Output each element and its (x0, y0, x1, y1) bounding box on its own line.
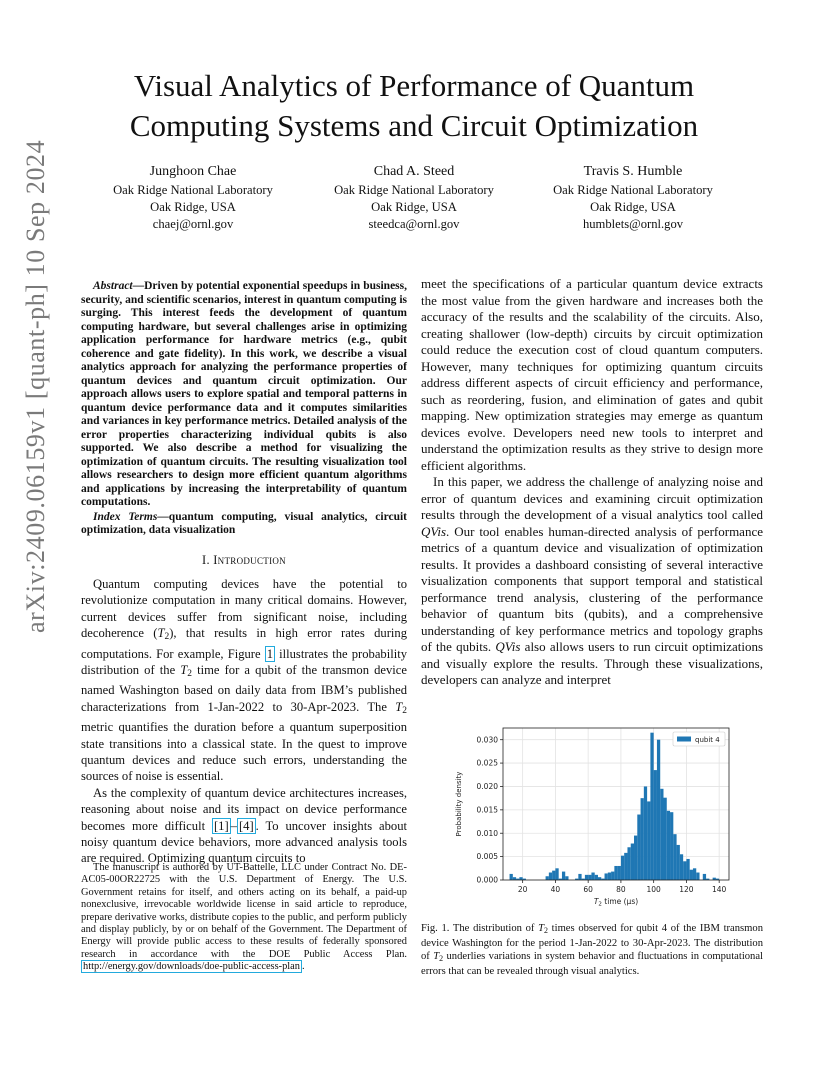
text-run: – (230, 818, 237, 833)
section-heading (81, 552, 407, 568)
text-run: metric quantifies the duration before a quantum superposition state transitions into a classical state. In the quest to improve quantum devices and reduce such errors, understanding the sources of noise is essential. (81, 720, 407, 784)
histogram-bar (608, 873, 611, 880)
math-symbol: T (395, 699, 403, 714)
histogram-bar (578, 874, 581, 880)
author-affiliation: Oak Ridge National Laboratory (553, 183, 713, 197)
right-paragraph-2 (421, 474, 763, 689)
math-symbol: T (538, 923, 545, 934)
author-affiliation: Oak Ridge National Laboratory (113, 183, 273, 197)
tool-name: QVis (421, 523, 447, 539)
math-symbol: T (157, 626, 165, 641)
legend-label: qubit 4 (695, 736, 720, 744)
math-subscript: 2 (439, 954, 444, 963)
histogram-bar (677, 845, 680, 880)
histogram-bar (552, 871, 555, 880)
histogram-bar (585, 875, 588, 880)
footnote-text: The manuscript is authored by UT-Battelle, LLC under Contract No. DE-AC05-00OR22725 with the U.S. Department of Energy. The U.S. Government retains for itself, and others acting on its behalf, a paid-up nonexclusive, irrevocable worldwide license in said article to reproduce, prepare derivative works, distribute copies to the public, and perform publicly and display publicly, by or on behalf of the Government. The Department of Energy will provide public access to these results of federally sponsored research in accordance with the DOE Public Access Plan. (81, 862, 407, 960)
text-run: also allows users to run circuit optimizations and visually explore the results. Through these visualizations, developers can analyze and interpret (421, 639, 763, 687)
title-line-2: Computing Systems and Circuit Optimization (129, 108, 699, 143)
histogram-bar (614, 866, 617, 880)
histogram-bar (650, 733, 653, 880)
figure-caption (421, 922, 763, 978)
histogram-bar (546, 876, 549, 880)
histogram-bar (549, 873, 552, 880)
text-run: times observed for qubit 4 of the IBM transmon device Washington for the period 1-Jan-2022 to 30-Apr-2023. The distribution of (421, 923, 763, 962)
histogram-bar (703, 874, 706, 880)
x-tick-label: 40 (550, 885, 561, 894)
author-location: Oak Ridge, USA (150, 200, 236, 214)
histogram-bar (588, 875, 591, 880)
author-block-1 (78, 162, 308, 233)
histogram-bar (611, 872, 614, 880)
abstract-label: Abstract (93, 280, 133, 292)
y-tick-label: 0.015 (476, 805, 498, 815)
abstract-text: —Driven by potential exponential speedups in business, security, and scientific scenarios, interest in quantum computing is surging. This interest feeds the development of quantum computing hardware, but several challenges arise in optimizing application performance for hardware metrics (e.g., qubit coherence and gate fidelity). In this work, we describe a visual analytics approach for analyzing the performance properties of quantum devices and quantum circuit optimization. Our approach allows users to explore spatial and temporal patterns in quantum device performance data and it computes similarities and variances in key performance metrics. Detailed analysis of the error properties characterizing individual qubits is also supported. We also describe a method for visualizing the optimization of quantum circuits. The resulting visualization tool allows researchers to design more efficient quantum algorithms and applications by increasing the interpretability of quantum computations. (81, 280, 407, 508)
citation-link[interactable]: [1] (213, 818, 229, 833)
right-column (421, 276, 763, 689)
histogram-bar (562, 872, 565, 880)
plot-frame (503, 728, 729, 880)
histogram-bar (690, 870, 693, 880)
index-terms-text: —quantum computing, visual analytics, circuit optimization, data visualization (81, 510, 407, 536)
y-axis-label: Probability density (455, 771, 463, 837)
text-run: . (302, 961, 305, 973)
author-email: chaej@ornl.gov (152, 217, 234, 231)
paper-title (60, 66, 768, 146)
x-tick-label: 100 (646, 885, 661, 894)
histogram-bar (657, 740, 660, 880)
histogram-bar (663, 798, 666, 880)
math-subscript: 2 (402, 705, 407, 716)
citation-link[interactable]: [4] (238, 818, 254, 833)
author-block-3 (518, 162, 748, 233)
author-name: Travis S. Humble (583, 164, 683, 179)
histogram-bar (693, 868, 696, 880)
histogram-bar (644, 786, 647, 880)
index-terms (81, 511, 407, 538)
figure-reference-link[interactable]: 1 (266, 646, 273, 661)
histogram-bar (618, 866, 621, 880)
math-subscript: 2 (187, 668, 192, 679)
math-symbol: T (433, 951, 440, 962)
footnote (81, 862, 407, 974)
x-tick-label: 20 (517, 885, 528, 894)
histogram-bar (595, 875, 598, 880)
histogram-bar (660, 789, 663, 880)
text-run: . Our tool enables human-directed analysis of performance metrics of a quantum device and visualization of optimization results. It provides a dashboard consisting of several interactive visualization components that support temporal and statistical performance trend analysis, clustering of the performance behavior of quantum bits (qubits), and a comprehensive understanding of key performance metrics and topology graphs of the qubits. (421, 523, 763, 654)
text-run: Quantum computing devices have the potential to revolutionize computation in many critical domains. However, current devices suffer from significant noise, including decoherence ( (81, 576, 407, 641)
x-tick-label: 140 (712, 885, 727, 894)
histogram-bar (683, 861, 686, 880)
author-email: steedca@ornl.gov (368, 217, 460, 231)
x-tick-label: 120 (679, 885, 694, 894)
histogram-bar (605, 873, 608, 880)
arxiv-stamp: arXiv:2409.06159v1 [quant-ph] 10 Sep 2024 (21, 139, 50, 633)
histogram-bar (565, 876, 568, 880)
section-title: Introduction (213, 552, 286, 567)
index-terms-label: Index Terms (93, 510, 158, 523)
author-name: Junghoon Chae (149, 164, 237, 179)
author-email: humblets@ornl.gov (582, 217, 684, 231)
abstract (81, 280, 407, 510)
legend-swatch (677, 737, 691, 742)
histogram-bar (519, 877, 522, 880)
author-name: Chad A. Steed (373, 164, 455, 179)
text-run: time for a qubit of the transmon device named Washington based on daily data from IBM’s published characterizations from 1-Jan-2022 to 30-Apr-2023. The (81, 662, 407, 714)
right-paragraph-1: meet the specifications of a particular quantum device extracts the most value from the given hardware and increases both the accuracy of the results and the scalability of the circuits. Also, creating shallower (low-depth) circuits by circuit optimization could reduce the execution cost of cloud quantum computers. However, many techniques for optimizing quantum circuits address different aspects of circuit efficiency and performance, such as reordering, fusion, and elimination of gates and qubit mapping. New optimization strategies may emerge as quantum devices evolve. Developers need new tools to interpret and understand the optimization results as they strive to design more efficient algorithms. (421, 276, 763, 473)
histogram-bar (667, 811, 670, 880)
histogram-bar (513, 877, 516, 880)
y-tick-label: 0.025 (476, 758, 498, 768)
histogram-bar (624, 853, 627, 880)
tool-name: QVis (495, 639, 521, 654)
text-run: The distribution of (449, 923, 539, 934)
math-subscript: 2 (544, 926, 548, 935)
x-axis-label: $T_2$ time (μs) (593, 897, 639, 907)
text-run: . To uncover insights about noisy quantum device behaviors, more advanced analysis tools are required. Optimizing quantum circuits to (81, 818, 407, 866)
histogram-bar (647, 801, 650, 880)
math-subscript: 2 (164, 632, 170, 643)
histogram-bar (634, 836, 637, 880)
left-column (81, 280, 407, 867)
histogram-bar (598, 877, 601, 880)
y-tick-label: 0.020 (476, 782, 498, 792)
histogram-bar (673, 834, 676, 880)
histogram-bar (680, 854, 683, 880)
author-location: Oak Ridge, USA (590, 200, 676, 214)
histogram-bar (627, 847, 630, 880)
text-run: In this paper, we address the challenge of analyzing noise and error of quantum devices and examining circuit optimization results through the development of a visual analytics tool called (421, 474, 763, 522)
text-run: As the complexity of quantum device architectures increases, reasoning about noise and its impact on device performance becomes more difficult (81, 785, 407, 833)
t2-histogram-chart (451, 722, 741, 907)
author-affiliation: Oak Ridge National Laboratory (334, 183, 494, 197)
text-run: illustrates the probability distribution of the (81, 646, 408, 677)
caption-label: Fig. 1. (421, 923, 450, 934)
math-symbol: T (180, 662, 188, 677)
footnote-url-link[interactable]: http://energy.gov/downloads/doe-public-access-plan (83, 961, 300, 973)
intro-paragraph-1 (81, 576, 407, 785)
histogram-bar (621, 856, 624, 880)
text-run: underlies variations in system behavior and fluctuations in computational errors that can be revealed through visual analytics. (421, 951, 764, 977)
histogram-bar (696, 873, 699, 880)
y-tick-label: 0.030 (476, 735, 498, 745)
author-location: Oak Ridge, USA (371, 200, 457, 214)
histogram-bar (654, 770, 657, 880)
histogram-bar (631, 844, 634, 880)
text-run: ), that results in high error rates during computations. For example, Figure (81, 626, 408, 661)
author-block-2 (299, 162, 529, 233)
histogram-bar (641, 798, 644, 880)
x-tick-label: 60 (583, 885, 593, 894)
x-tick-label: 80 (616, 885, 626, 894)
intro-paragraph-2 (81, 785, 407, 867)
y-tick-label: 0.000 (476, 875, 498, 885)
histogram-bar (591, 873, 594, 880)
histogram-bar (555, 868, 558, 880)
y-tick-label: 0.005 (476, 852, 498, 862)
section-number: I. (202, 552, 214, 567)
histogram-bar (510, 874, 513, 880)
title-line-1: Visual Analytics of Performance of Quantum (133, 68, 695, 103)
y-tick-label: 0.010 (476, 828, 498, 838)
histogram-bar (670, 812, 673, 880)
histogram-bar (686, 859, 689, 880)
histogram-bar (637, 815, 640, 880)
